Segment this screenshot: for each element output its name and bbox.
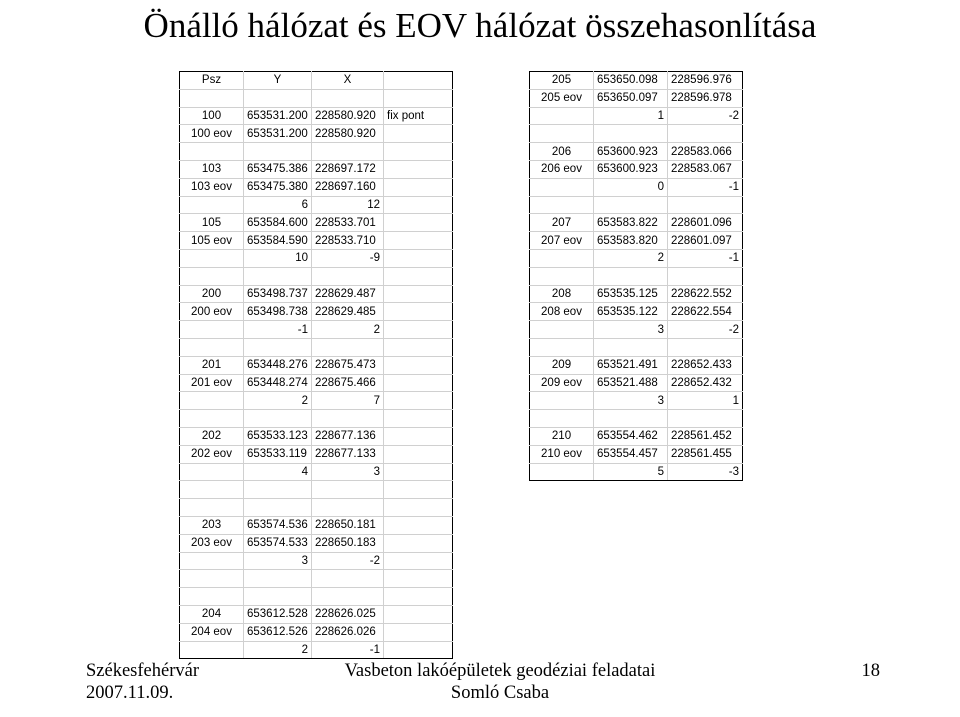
- table-row: [530, 356, 743, 374]
- table-row: [530, 410, 743, 428]
- table-cell: [180, 641, 244, 659]
- table-row: [180, 232, 453, 250]
- table-cell: 228626.026: [312, 623, 384, 641]
- table-cell: 653612.528: [244, 605, 312, 623]
- table-cell: [384, 534, 453, 552]
- table-cell: 12: [312, 196, 384, 214]
- table-cell: [668, 267, 743, 285]
- table-cell: 228622.554: [668, 303, 743, 321]
- table-cell: 653650.097: [594, 89, 668, 107]
- table-cell: [244, 499, 312, 517]
- comparison-table-right: [529, 71, 743, 481]
- table-row: [180, 499, 453, 517]
- table-cell: 228697.172: [312, 160, 384, 178]
- table-cell: 210 eov: [530, 445, 594, 463]
- table-row: [530, 249, 743, 267]
- table-cell: [180, 392, 244, 410]
- table-row: [180, 623, 453, 641]
- table-cell: [384, 214, 453, 232]
- table-cell: 3: [594, 321, 668, 339]
- footer-place-date: [86, 660, 199, 704]
- table-cell: [312, 481, 384, 499]
- table-cell: [244, 588, 312, 606]
- table-row: [180, 214, 453, 232]
- table-cell: [668, 410, 743, 428]
- table-cell: 653650.098: [594, 72, 668, 90]
- table-cell: [384, 356, 453, 374]
- table-cell: [384, 72, 453, 90]
- table-cell: 228675.466: [312, 374, 384, 392]
- table-cell: 208 eov: [530, 303, 594, 321]
- table-cell: [384, 143, 453, 161]
- table-row: [180, 107, 453, 125]
- table-row: [180, 410, 453, 428]
- table-cell: [384, 321, 453, 339]
- table-cell: [384, 481, 453, 499]
- table-cell: 228652.433: [668, 356, 743, 374]
- table-cell: [384, 516, 453, 534]
- table-row: [530, 232, 743, 250]
- table-cell: 653531.200: [244, 125, 312, 143]
- table-cell: [180, 588, 244, 606]
- table-row: [530, 214, 743, 232]
- table-row: [180, 463, 453, 481]
- table-row: [180, 641, 453, 659]
- table-row: [530, 143, 743, 161]
- table-cell: 653475.386: [244, 160, 312, 178]
- table-row: [180, 392, 453, 410]
- table-row: [180, 516, 453, 534]
- table-cell: 1: [668, 392, 743, 410]
- table-cell: [244, 570, 312, 588]
- table-row: [530, 374, 743, 392]
- table-cell: 228622.552: [668, 285, 743, 303]
- table-cell: 3: [244, 552, 312, 570]
- table-cell: 228650.183: [312, 534, 384, 552]
- table-row: [180, 374, 453, 392]
- table-row: [180, 570, 453, 588]
- table-cell: 5: [594, 463, 668, 481]
- table-cell: [180, 267, 244, 285]
- table-row: [180, 605, 453, 623]
- table-cell: 653554.462: [594, 427, 668, 445]
- table-cell: 653583.820: [594, 232, 668, 250]
- table-cell: [180, 463, 244, 481]
- table-cell: 208: [530, 285, 594, 303]
- table-row: [530, 463, 743, 481]
- table-cell: [384, 249, 453, 267]
- table-cell: [530, 178, 594, 196]
- table-row: [180, 552, 453, 570]
- table-cell: [594, 410, 668, 428]
- table-cell: fix pont: [384, 107, 453, 125]
- table-cell: 203 eov: [180, 534, 244, 552]
- table-cell: 205: [530, 72, 594, 90]
- table-cell: [312, 588, 384, 606]
- table-cell: 100: [180, 107, 244, 125]
- table-cell: 202: [180, 427, 244, 445]
- table-row: [180, 143, 453, 161]
- table-cell: [180, 321, 244, 339]
- table-cell: 228533.701: [312, 214, 384, 232]
- table-cell: [384, 445, 453, 463]
- table-cell: 2: [594, 249, 668, 267]
- table-row: [530, 285, 743, 303]
- table-row: [180, 445, 453, 463]
- table-row: [530, 427, 743, 445]
- table-cell: 228629.485: [312, 303, 384, 321]
- table-cell: 653584.600: [244, 214, 312, 232]
- table-cell: 201: [180, 356, 244, 374]
- table-cell: [384, 570, 453, 588]
- table-row: [180, 588, 453, 606]
- table-row: [530, 125, 743, 143]
- table-row: [180, 249, 453, 267]
- table-row: [180, 160, 453, 178]
- table-row: [180, 72, 453, 90]
- table-cell: X: [312, 72, 384, 90]
- table-row: [180, 303, 453, 321]
- table-row: [180, 321, 453, 339]
- table-cell: 2: [312, 321, 384, 339]
- table-cell: 653498.737: [244, 285, 312, 303]
- table-row: [180, 125, 453, 143]
- slide-title: Önálló hálózat és EOV hálózat összehasonlítása: [143, 6, 817, 45]
- table-row: [180, 534, 453, 552]
- page-number: 18: [861, 661, 880, 681]
- table-cell: [384, 374, 453, 392]
- table-cell: -2: [312, 552, 384, 570]
- table-cell: 653600.923: [594, 160, 668, 178]
- table-cell: [312, 410, 384, 428]
- table-cell: 653521.491: [594, 356, 668, 374]
- table-cell: [384, 267, 453, 285]
- table-cell: 207 eov: [530, 232, 594, 250]
- table-cell: 653448.276: [244, 356, 312, 374]
- table-cell: 209: [530, 356, 594, 374]
- table-cell: 3: [312, 463, 384, 481]
- table-cell: [312, 143, 384, 161]
- table-cell: -1: [668, 178, 743, 196]
- table-cell: 228561.452: [668, 427, 743, 445]
- table-row: [530, 303, 743, 321]
- table-cell: 206 eov: [530, 160, 594, 178]
- table-cell: 6: [244, 196, 312, 214]
- table-row: [530, 267, 743, 285]
- table-cell: [530, 125, 594, 143]
- table-cell: [244, 481, 312, 499]
- table-cell: -1: [668, 249, 743, 267]
- table-cell: -2: [668, 321, 743, 339]
- table-cell: 2: [244, 392, 312, 410]
- table-cell: [180, 481, 244, 499]
- footer-author: Somló Csaba: [450, 683, 550, 703]
- table-cell: 653533.119: [244, 445, 312, 463]
- table-cell: Y: [244, 72, 312, 90]
- table-cell: [530, 196, 594, 214]
- table-cell: [244, 338, 312, 356]
- table-cell: -1: [312, 641, 384, 659]
- table-cell: [244, 89, 312, 107]
- table-cell: [530, 267, 594, 285]
- table-cell: -1: [244, 321, 312, 339]
- table-cell: 653535.125: [594, 285, 668, 303]
- table-cell: 653554.457: [594, 445, 668, 463]
- table-row: [180, 481, 453, 499]
- table-cell: [180, 499, 244, 517]
- footer-place: Székesfehérvár: [86, 661, 199, 681]
- table-cell: 228677.136: [312, 427, 384, 445]
- table-cell: 228697.160: [312, 178, 384, 196]
- table-row: [180, 196, 453, 214]
- table-row: [180, 338, 453, 356]
- table-cell: Psz: [180, 72, 244, 90]
- table-cell: 653521.488: [594, 374, 668, 392]
- comparison-table-left: [179, 71, 453, 659]
- table-cell: 228601.097: [668, 232, 743, 250]
- table-cell: 105 eov: [180, 232, 244, 250]
- table-cell: 653600.923: [594, 143, 668, 161]
- table-cell: [384, 588, 453, 606]
- table-cell: 228652.432: [668, 374, 743, 392]
- table-cell: [530, 321, 594, 339]
- table-cell: [384, 623, 453, 641]
- table-cell: [384, 89, 453, 107]
- table-cell: [668, 338, 743, 356]
- table-cell: 4: [244, 463, 312, 481]
- table-cell: 653574.533: [244, 534, 312, 552]
- table-cell: [384, 285, 453, 303]
- table-cell: 653583.822: [594, 214, 668, 232]
- table-cell: [530, 107, 594, 125]
- table-row: [530, 107, 743, 125]
- table-cell: [530, 463, 594, 481]
- table-cell: 653533.123: [244, 427, 312, 445]
- table-cell: 228533.710: [312, 232, 384, 250]
- table-cell: [312, 338, 384, 356]
- table-cell: [594, 196, 668, 214]
- table-cell: 204 eov: [180, 623, 244, 641]
- table-cell: 2: [244, 641, 312, 659]
- table-cell: [668, 196, 743, 214]
- table-cell: 228583.067: [668, 160, 743, 178]
- table-row: [180, 178, 453, 196]
- table-cell: 0: [594, 178, 668, 196]
- table-cell: 653584.590: [244, 232, 312, 250]
- table-cell: -2: [668, 107, 743, 125]
- table-cell: [180, 143, 244, 161]
- table-cell: 228677.133: [312, 445, 384, 463]
- table-row: [180, 267, 453, 285]
- table-cell: [668, 125, 743, 143]
- table-cell: [530, 410, 594, 428]
- table-row: [180, 356, 453, 374]
- table-cell: 207: [530, 214, 594, 232]
- table-row: [530, 89, 743, 107]
- table-cell: [530, 338, 594, 356]
- table-cell: 228583.066: [668, 143, 743, 161]
- table-cell: [244, 143, 312, 161]
- table-cell: 228561.455: [668, 445, 743, 463]
- table-cell: [530, 392, 594, 410]
- table-cell: 228629.487: [312, 285, 384, 303]
- table-cell: 228626.025: [312, 605, 384, 623]
- table-cell: [312, 570, 384, 588]
- table-cell: [384, 605, 453, 623]
- table-cell: 10: [244, 249, 312, 267]
- table-cell: [384, 392, 453, 410]
- table-row: [530, 160, 743, 178]
- table-cell: 1: [594, 107, 668, 125]
- table-row: [180, 285, 453, 303]
- footer-course-title: Vasbeton lakóépületek geodéziai feladatai: [344, 661, 656, 681]
- table-cell: [180, 410, 244, 428]
- table-cell: [384, 499, 453, 517]
- table-cell: 103: [180, 160, 244, 178]
- table-cell: [594, 267, 668, 285]
- table-cell: [594, 338, 668, 356]
- table-cell: [384, 552, 453, 570]
- table-cell: [180, 249, 244, 267]
- table-cell: 200: [180, 285, 244, 303]
- table-row: [530, 321, 743, 339]
- table-cell: -9: [312, 249, 384, 267]
- table-cell: 202 eov: [180, 445, 244, 463]
- table-cell: 209 eov: [530, 374, 594, 392]
- table-cell: [244, 410, 312, 428]
- table-cell: 653574.536: [244, 516, 312, 534]
- table-cell: 653531.200: [244, 107, 312, 125]
- table-cell: [384, 303, 453, 321]
- table-cell: -3: [668, 463, 743, 481]
- table-cell: 228650.181: [312, 516, 384, 534]
- table-cell: 653475.380: [244, 178, 312, 196]
- table-cell: [384, 427, 453, 445]
- table-cell: 103 eov: [180, 178, 244, 196]
- table-cell: 205 eov: [530, 89, 594, 107]
- table-cell: 7: [312, 392, 384, 410]
- table-row: [530, 178, 743, 196]
- table-cell: 228601.096: [668, 214, 743, 232]
- table-cell: [384, 410, 453, 428]
- table-cell: 228580.920: [312, 107, 384, 125]
- table-cell: [180, 338, 244, 356]
- footer-date: 2007.11.09.: [86, 683, 174, 703]
- table-cell: [180, 552, 244, 570]
- table-cell: [312, 89, 384, 107]
- table-cell: 210: [530, 427, 594, 445]
- table-cell: [384, 463, 453, 481]
- table-row: [180, 89, 453, 107]
- table-cell: 200 eov: [180, 303, 244, 321]
- table-cell: [384, 232, 453, 250]
- table-row: [180, 427, 453, 445]
- table-cell: 100 eov: [180, 125, 244, 143]
- table-cell: [180, 89, 244, 107]
- table-row: [530, 338, 743, 356]
- table-row: [530, 392, 743, 410]
- table-cell: [244, 267, 312, 285]
- table-cell: 653498.738: [244, 303, 312, 321]
- table-cell: [384, 196, 453, 214]
- table-cell: 204: [180, 605, 244, 623]
- table-row: [530, 445, 743, 463]
- table-cell: 206: [530, 143, 594, 161]
- footer-presentation-info: [300, 660, 700, 704]
- table-row: [530, 72, 743, 90]
- table-cell: 653535.122: [594, 303, 668, 321]
- table-cell: [530, 249, 594, 267]
- table-cell: 228596.976: [668, 72, 743, 90]
- table-cell: 105: [180, 214, 244, 232]
- table-cell: 228675.473: [312, 356, 384, 374]
- table-cell: 653448.274: [244, 374, 312, 392]
- table-cell: [384, 160, 453, 178]
- table-cell: 228596.978: [668, 89, 743, 107]
- table-cell: 3: [594, 392, 668, 410]
- table-cell: [384, 125, 453, 143]
- table-cell: [312, 267, 384, 285]
- table-row: [530, 196, 743, 214]
- table-cell: 203: [180, 516, 244, 534]
- table-cell: [312, 499, 384, 517]
- table-cell: 201 eov: [180, 374, 244, 392]
- table-cell: 653612.526: [244, 623, 312, 641]
- table-cell: [384, 338, 453, 356]
- table-cell: [384, 178, 453, 196]
- table-cell: [180, 570, 244, 588]
- table-cell: [384, 641, 453, 659]
- table-cell: 228580.920: [312, 125, 384, 143]
- table-cell: [180, 196, 244, 214]
- table-cell: [594, 125, 668, 143]
